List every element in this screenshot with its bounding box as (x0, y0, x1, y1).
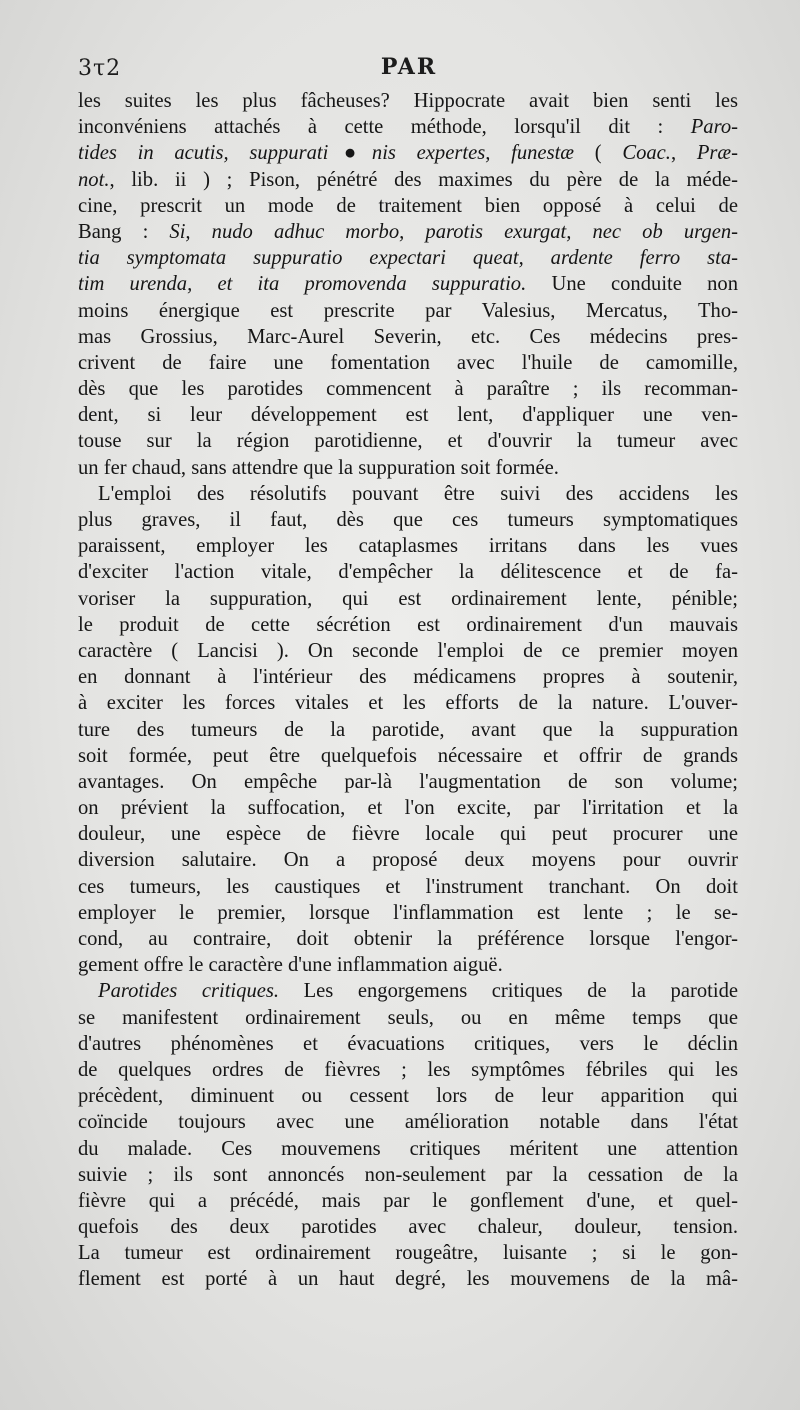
italic-text: tim urenda, et ita promovenda suppuratio. (78, 273, 527, 296)
text-line (78, 638, 738, 664)
italic-text: Coac. (622, 142, 671, 165)
text-run: Les engorgemens critiques de la parotide (279, 980, 738, 1003)
text-line (78, 874, 738, 900)
text-line (78, 193, 738, 219)
text-line (78, 559, 738, 585)
text-line (78, 271, 738, 297)
text-run: de quelques ordres de fièvres ; les symptômes fébriles qui les (78, 1058, 738, 1081)
text-run: avantages. On empêche par-là l'augmentation de son volume; (78, 770, 738, 793)
text-run: gement offre le caractère d'une inflammation aiguë. (78, 954, 503, 977)
text-run: quefois des deux parotides avec chaleur, douleur, tension. (78, 1216, 738, 1239)
italic-text: Parotides critiques. (98, 980, 280, 1003)
page-header (78, 52, 740, 88)
text-run: , (670, 142, 697, 165)
text-line (78, 402, 738, 428)
text-line (78, 1162, 738, 1188)
text-run: ces tumeurs, les caustiques et l'instrument tranchant. On doit (78, 875, 738, 898)
text-run: plus graves, il faut, dès que ces tumeurs symptomatiques (78, 509, 738, 531)
text-run: La tumeur est ordinairement rougeâtre, luisante ; si le gon- (78, 1242, 738, 1265)
text-line (78, 167, 738, 193)
text-line (78, 1240, 738, 1266)
text-line (78, 821, 738, 847)
text-run: précèdent, diminuent ou cessent lors de leur apparition qui (78, 1085, 738, 1108)
text-line (78, 88, 738, 114)
text-line (78, 1188, 738, 1214)
text-run: crivent de faire une fomentation avec l'huile de camomille, (78, 351, 738, 374)
text-line (78, 586, 738, 612)
body-text (78, 88, 738, 1293)
text-run: paraissent, employer les cataplasmes irritans dans les vues (78, 535, 738, 558)
text-run: caractère ( Lancisi ). On seconde l'emploi de ce premier moyen (78, 639, 738, 662)
text-line (78, 769, 738, 795)
text-line (78, 1266, 738, 1292)
text-run: douleur, une espèce de fièvre locale qui peut procurer une (78, 823, 738, 846)
text-run: ture des tumeurs de la parotide, avant que la suppuration (78, 718, 738, 741)
text-run: à exciter les forces vitales et les efforts de la nature. L'ouver- (78, 692, 738, 715)
text-run: d'autres phénomènes et évacuations critiques, vers le déclin (78, 1032, 738, 1055)
text-line (78, 612, 738, 638)
text-run: , lib. ii ) ; Pison, pénétré des maximes du père de la méde- (109, 168, 738, 191)
italic-text: tia symptomata suppuratio expectari queat, ardente ferro sta- (78, 247, 738, 270)
text-line (78, 114, 738, 140)
text-run: un fer chaud, sans attendre que la suppuration soit formée. (78, 456, 559, 479)
text-run: se manifestent ordinairement seuls, ou en même temps que (78, 1006, 738, 1029)
text-run: dent, si leur développement est lent, d'appliquer une ven- (78, 404, 738, 427)
text-run: fièvre qui a précédé, mais par le gonflement d'une, et quel- (78, 1189, 738, 1212)
text-run: le produit de cette sécrétion est ordinairement d'un mauvais (78, 613, 738, 636)
text-line (78, 743, 738, 769)
text-run: inconvéniens attachés à cette méthode, lorsqu'il dit : (78, 116, 691, 139)
text-run: d'exciter l'action vitale, d'empêcher la délitescence et de fa- (78, 561, 738, 584)
italic-text: Paro- (690, 116, 738, 139)
text-run: cond, au contraire, doit obtenir la préférence lorsque l'engor- (78, 928, 738, 950)
text-line (78, 219, 738, 245)
text-line (78, 926, 738, 952)
page-number: 3τ2 (78, 56, 122, 81)
text-line (78, 507, 738, 533)
italic-text: tides in acutis, suppurati●nis expertes, funestæ (78, 142, 575, 165)
italic-text: not. (78, 168, 110, 191)
text-run: soit formée, peut être quelquefois nécessaire et offrir de grands (78, 744, 738, 767)
text-run: suivie ; ils sont annoncés non-seulement par la cessation de la (78, 1163, 738, 1186)
text-run: moins énergique est prescrite par Valesius, Mercatus, Tho- (78, 299, 738, 322)
text-line (78, 1083, 738, 1109)
text-run: diversion salutaire. On a proposé deux moyens pour ouvrir (78, 849, 738, 872)
text-run: on prévient la suffocation, et l'on excite, par l'irritation et la (78, 797, 738, 820)
text-run: du malade. Ces mouvemens critiques méritent une attention (78, 1137, 738, 1160)
text-line (78, 690, 738, 716)
text-run: L'emploi des résolutifs pouvant être suivi des accidens les (98, 482, 738, 505)
text-line (78, 481, 738, 507)
text-line (78, 1031, 738, 1057)
text-line (78, 324, 738, 350)
text-line (78, 376, 738, 402)
running-head: PAR (380, 54, 438, 80)
text-run: coïncide toujours avec une amélioration notable dans l'état (78, 1111, 738, 1134)
text-run: voriser la suppuration, qui est ordinairement lente, pénible; (78, 587, 738, 610)
italic-text: Præ- (696, 142, 738, 165)
text-run: employer le premier, lorsque l'inflammation est lente ; le se- (78, 901, 738, 924)
text-run: Bang : (78, 220, 170, 243)
text-line (78, 1136, 738, 1162)
text-line (78, 350, 738, 376)
text-run: flement est porté à un haut degré, les mouvemens de la mâ- (78, 1268, 738, 1291)
text-run: les suites les plus fâcheuses? Hippocrate avait bien senti les (78, 90, 738, 112)
text-line (78, 795, 738, 821)
text-line (78, 1005, 738, 1031)
text-line (78, 1109, 738, 1135)
text-line (78, 455, 738, 481)
text-run: en donnant à l'intérieur des médicamens propres à soutenir, (78, 666, 738, 689)
text-run: Une conduite non (526, 273, 738, 296)
text-line (78, 664, 738, 690)
text-line (78, 298, 738, 324)
text-run: cine, prescrit un mode de traitement bien opposé à celui de (78, 194, 738, 217)
text-line (78, 900, 738, 926)
text-run: dès que les parotides commencent à paraître ; ils recomman- (78, 378, 738, 401)
text-line (78, 847, 738, 873)
italic-text: Si, nudo adhuc morbo, parotis exurgat, nec ob urgen- (169, 220, 738, 243)
text-line (78, 717, 738, 743)
text-run: mas Grossius, Marc-Aurel Severin, etc. Ces médecins pres- (78, 325, 738, 348)
text-line (78, 1214, 738, 1240)
text-line (78, 1057, 738, 1083)
text-line (78, 978, 738, 1004)
text-run: touse sur la région parotidienne, et d'ouvrir la tumeur avec (78, 430, 738, 453)
text-run: ( (574, 142, 623, 165)
text-line (78, 952, 738, 978)
text-line (78, 428, 738, 454)
text-line (78, 245, 738, 271)
text-line (78, 140, 738, 166)
text-line (78, 533, 738, 559)
